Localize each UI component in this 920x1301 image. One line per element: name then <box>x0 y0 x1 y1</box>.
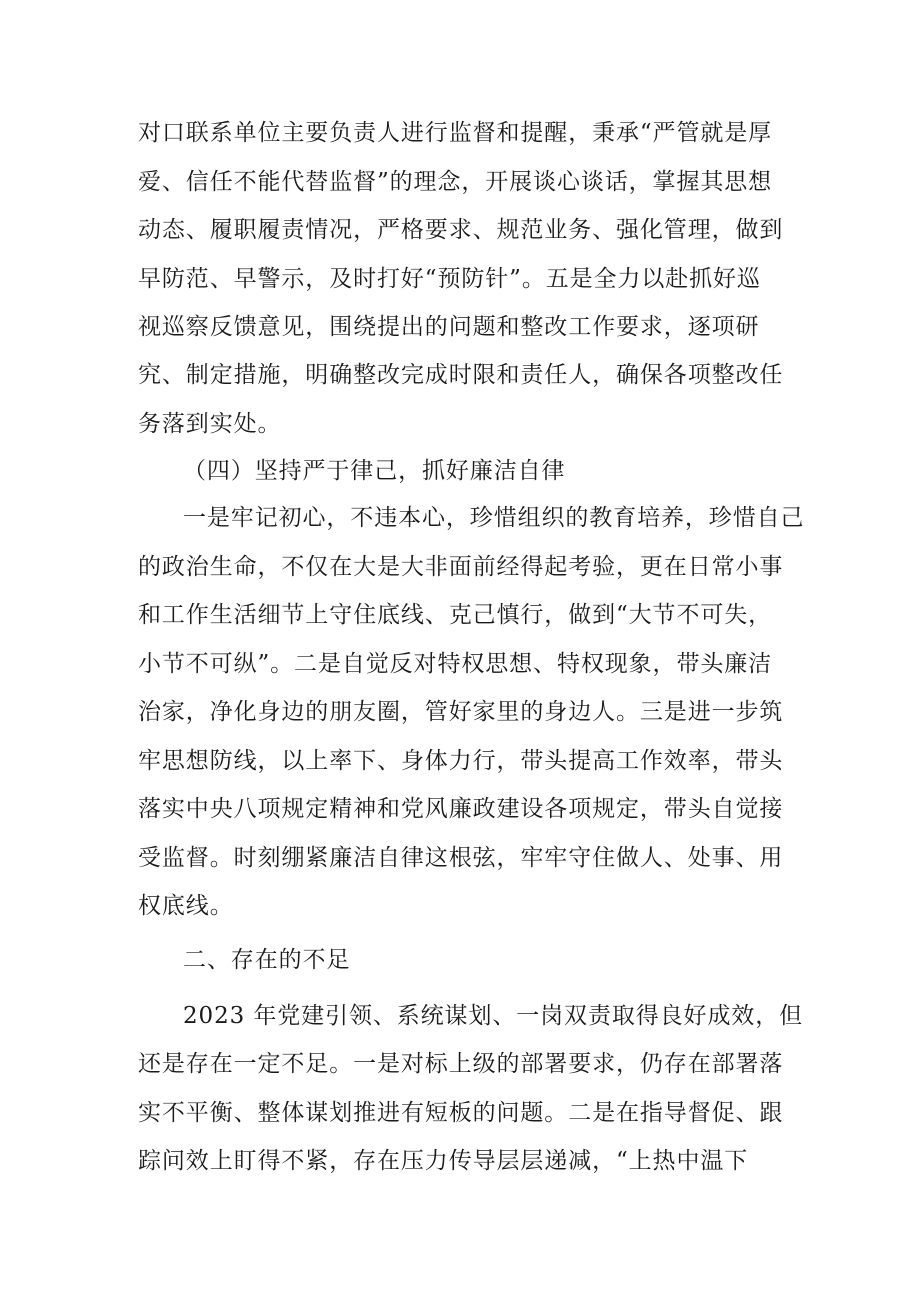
paragraph-line: 权底线。 <box>138 893 234 919</box>
paragraph-line: 对口联系单位主要负责人进行监督和提醒，秉承“严管就是厚 <box>138 120 773 146</box>
paragraph-line: 究、制定措施，明确整改完成时限和责任人，确保各项整改任 <box>138 362 784 388</box>
paragraph-line: 和工作生活细节上守住底线、克己慎行，做到“大节不可失， <box>138 602 773 628</box>
paragraph-line: 还是存在一定不足。一是对标上级的部署要求，仍存在部署落 <box>138 1051 784 1077</box>
paragraph-line: 的政治生命，不仅在大是大非面前经得起考验，更在日常小事 <box>138 554 784 580</box>
paragraph-line: 小节不可纵”。二是自觉反对特权思想、特权现象，带头廉洁 <box>138 651 773 677</box>
paragraph-line: 落实中央八项规定精神和党风廉政建设各项规定，带头自觉接 <box>138 796 784 822</box>
section-heading: （四）坚持严于律己，抓好廉洁自律 <box>183 458 566 484</box>
paragraph-line: 爱、信任不能代替监督”的理念，开展谈心谈话，掌握其思想 <box>138 169 773 195</box>
chapter-heading: 二、存在的不足 <box>183 947 351 973</box>
paragraph-line: 踪问效上盯得不紧，存在压力传导层层递减，“上热中温下 <box>138 1148 749 1174</box>
paragraph-line: 受监督。时刻绷紧廉洁自律这根弦，牢牢守住做人、处事、用 <box>138 845 784 871</box>
paragraph-line: 视巡察反馈意见，围绕提出的问题和整改工作要求，逐项研 <box>138 314 760 340</box>
paragraph-line: 务落到实处。 <box>138 411 282 437</box>
paragraph-line: 治家，净化身边的朋友圈，管好家里的身边人。三是进一步筑 <box>138 699 784 725</box>
paragraph-line: 早防范、早警示，及时打好“预防针”。五是全力以赴抓好巡 <box>138 266 761 292</box>
paragraph-line: 一是牢记初心，不违本心，珍惜组织的教育培养，珍惜自己 <box>183 505 805 531</box>
paragraph-line: 动态、履职履责情况，严格要求、规范业务、强化管理，做到 <box>138 217 784 243</box>
paragraph-line: 实不平衡、整体谋划推进有短板的问题。二是在指导督促、跟 <box>138 1100 784 1126</box>
paragraph-line: 2023 年党建引领、系统谋划、一岗双责取得良好成效，但 <box>183 1003 804 1029</box>
paragraph-line: 牢思想防线，以上率下、身体力行，带头提高工作效率，带头 <box>138 748 784 774</box>
